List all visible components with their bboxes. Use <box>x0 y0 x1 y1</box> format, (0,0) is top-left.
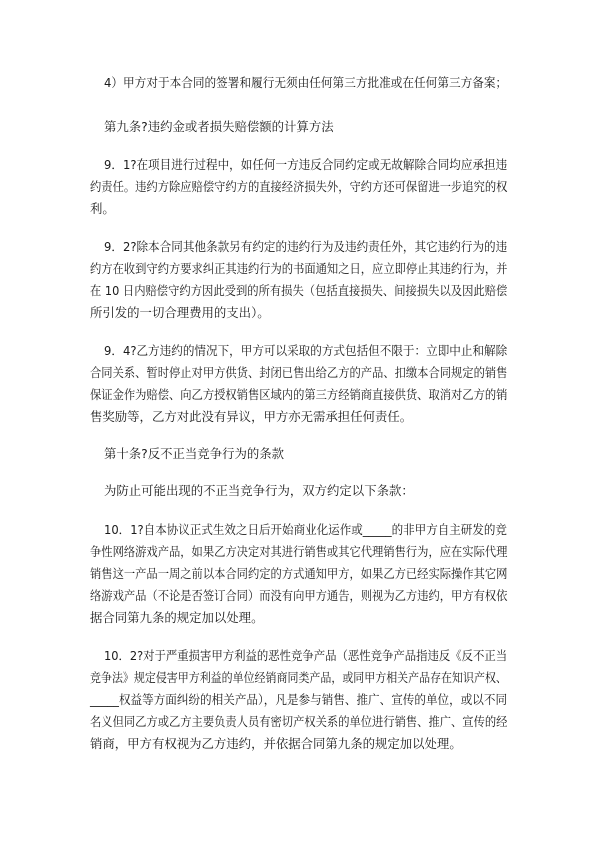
paragraph-10-1-line-4: 络游戏产品（不论是否签订合同）而没有向甲方通告，则视为乙方违约，甲方有权依 <box>90 588 508 603</box>
article-10-intro: 为防止可能出现的不正当竞争行为，双方约定以下条款： <box>104 483 414 498</box>
article-10-heading: 第十条?反不正当竞争行为的条款 <box>104 446 285 461</box>
paragraph-9-1-line-2: 约责任。违约方除应赔偿守约方的直接经济损失外，守约方还可保留进一步追究的权 <box>90 179 508 194</box>
paragraph-9-4-line-1: 9．4?乙方违约的情况下，甲方可以采取的方式包括但不限于：立即中止和解除 <box>104 343 508 358</box>
clause-item-4: 4）甲方对于本合同的签署和履行无须由任何第三方批准或在任何第三方备案； <box>104 75 508 90</box>
paragraph-9-1-line-3: 利。 <box>90 201 115 216</box>
paragraph-10-1-line-2: 争性网络游戏产品，如果乙方决定对其进行销售或其它代理销售行为，应在实际代理 <box>90 544 508 559</box>
paragraph-10-1-line-1: 10．1?自本协议正式生效之日后开始商业化运作或_____的非甲方自主研发的竞 <box>104 522 507 537</box>
paragraph-10-2-line-5: 销商，甲方有权视为乙方违约，并依据合同第九条的规定加以处理。 <box>90 736 462 751</box>
paragraph-9-4-line-3: 保证金作为赔偿、向乙方授权销售区域内的第三方经销商直接供货、取消对乙方的销 <box>90 387 508 402</box>
paragraph-9-4-line-4: 售奖励等，乙方对此没有异议，甲方亦无需承担任何责任。 <box>90 409 413 424</box>
paragraph-9-2-line-2: 约方在收到守约方要求纠正其违约行为的书面通知之日，应立即停止其违约行为，并 <box>90 261 508 276</box>
paragraph-10-1-line-3: 销售这一产品一周之前以本合同约定的方式通知甲方，如果乙方已经实际操作其它网 <box>90 566 508 581</box>
paragraph-10-2-line-1: 10．2?对于严重损害甲方利益的恶性竞争产品（恶性竞争产品指违反《反不正当 <box>104 648 508 663</box>
paragraph-9-2-line-4: 所引发的一切合理费用的支出）。 <box>90 305 270 320</box>
paragraph-10-1-line-5: 据合同第九条的规定加以处理。 <box>90 610 264 625</box>
paragraph-9-2-line-1: 9．2?除本合同其他条款另有约定的违约行为及违约责任外，其它违约行为的违 <box>104 239 508 254</box>
paragraph-10-2-line-2: 竞争法》规定侵害甲方利益的单位经销商同类产品，或同甲方相关产品存在知识产权、 <box>90 670 507 685</box>
paragraph-10-2-line-3: _____权益等方面纠纷的相关产品），凡是参与销售、推广、宣传的单位，或以不同 <box>90 692 508 707</box>
article-9-heading: 第九条?违约金或者损失赔偿额的计算方法 <box>104 119 334 134</box>
paragraph-9-2-line-3: 在 10 日内赔偿守约方因此受到的所有损失（包括直接损失、间接损失以及因此赔偿 <box>90 283 508 298</box>
paragraph-10-2-line-4: 名义但同乙方或乙方主要负责人员有密切产权关系的单位进行销售、推广、宣传的经 <box>90 714 508 729</box>
paragraph-9-1-line-1: 9．1?在项目进行过程中，如任何一方违反合同约定或无故解除合同均应承担违 <box>104 157 508 172</box>
paragraph-9-4-line-2: 合同关系、暂时停止对甲方供货、封闭已售出给乙方的产品、扣缴本合同规定的销售 <box>90 365 508 380</box>
